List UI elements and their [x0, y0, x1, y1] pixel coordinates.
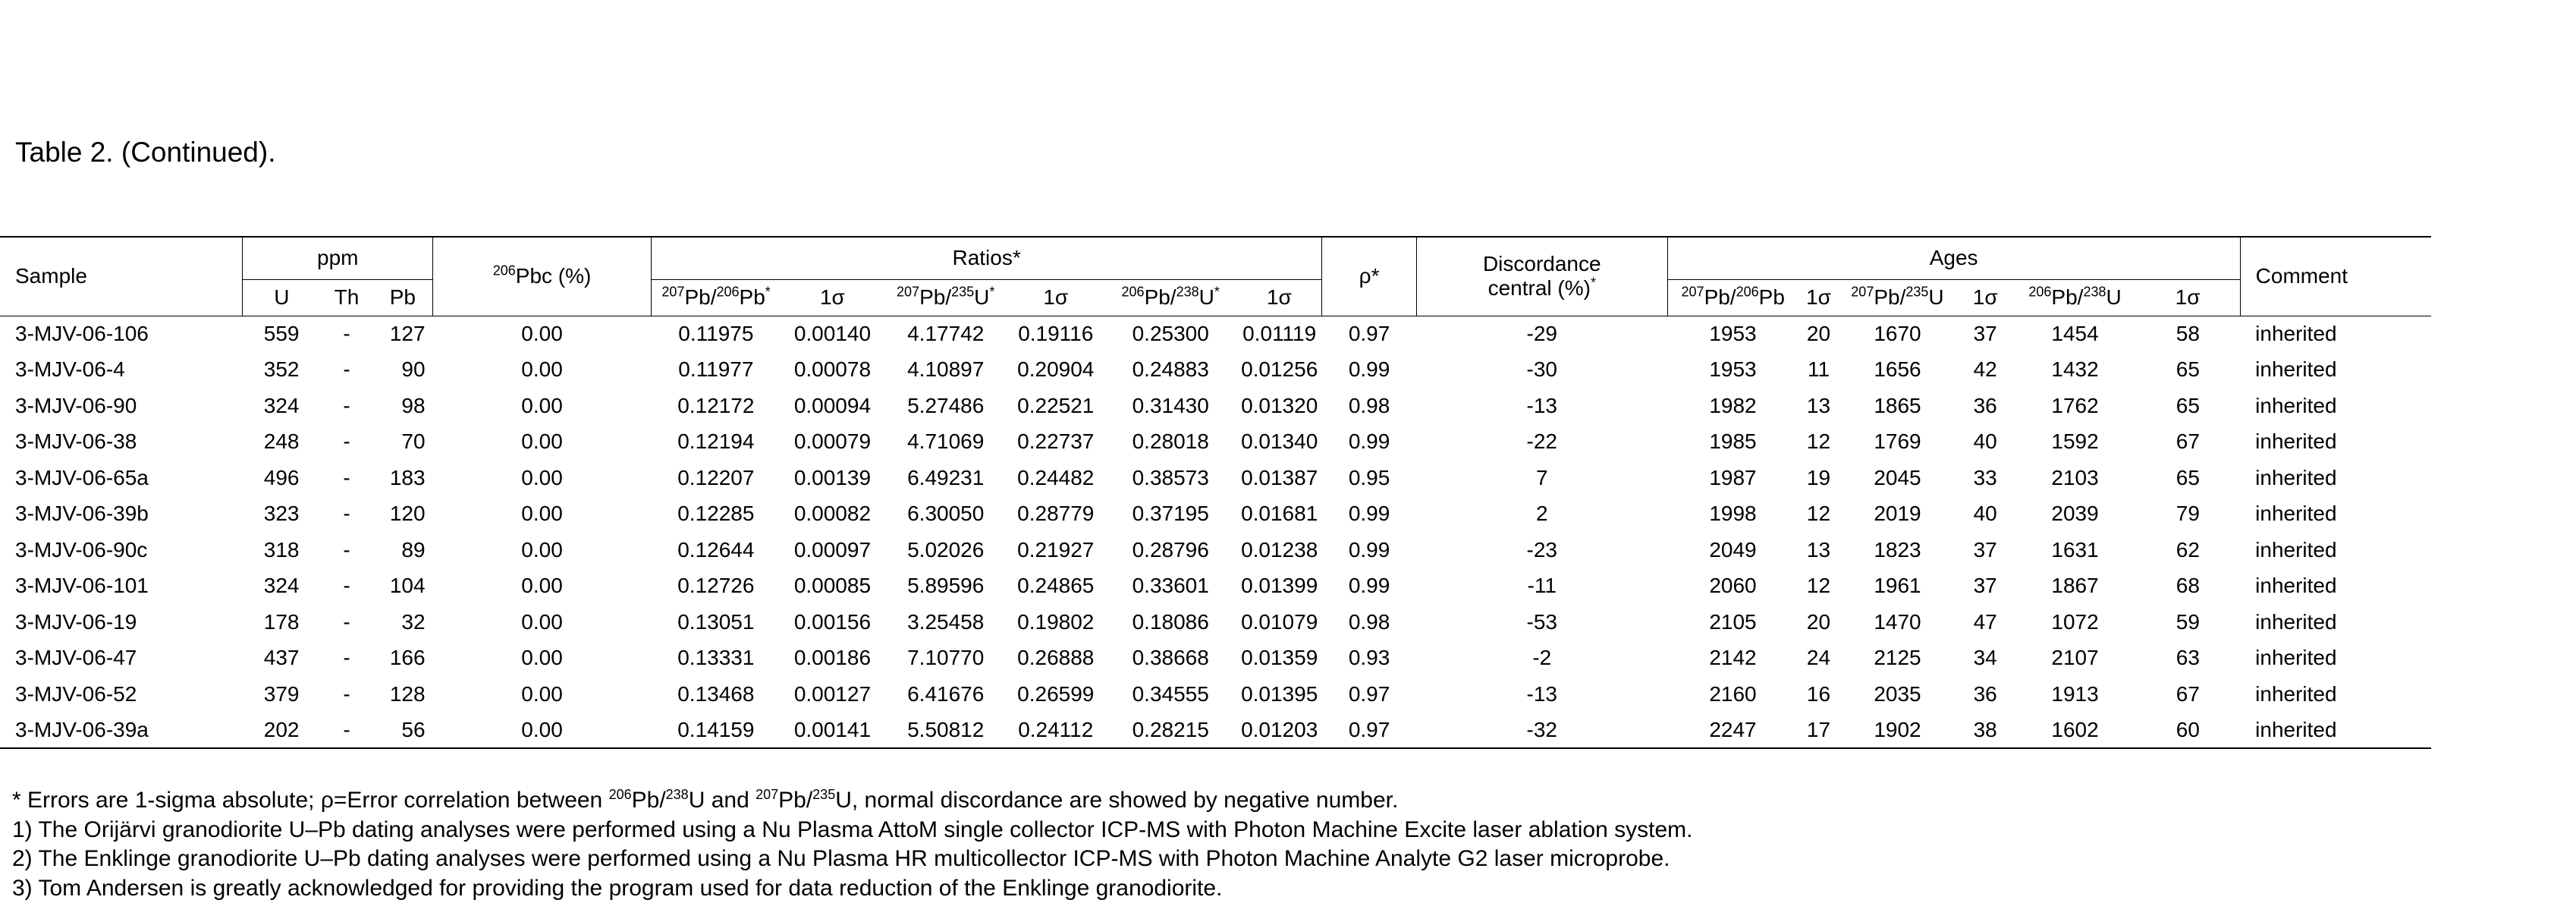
- cell-ratio3-sigma: 0.01681: [1237, 496, 1322, 533]
- cell-age-206-238: 1631: [2015, 532, 2136, 568]
- table-body: [0, 316, 2431, 748]
- cell-pbc: 0.00: [433, 713, 652, 749]
- cell-discordance: -11: [1416, 568, 1667, 605]
- cell-age3-sigma: 68: [2136, 568, 2241, 605]
- cell-sample: 3-MJV-06-52: [0, 676, 243, 713]
- col-rho: ρ*: [1322, 237, 1417, 316]
- cell-th: -: [320, 532, 372, 568]
- cell-u: 496: [243, 460, 320, 496]
- cell-ratio3-sigma: 0.01359: [1237, 640, 1322, 677]
- cell-age-207-235: 1865: [1839, 388, 1956, 424]
- cell-age-207-235: 1823: [1839, 532, 1956, 568]
- cell-sample: 3-MJV-06-38: [0, 424, 243, 461]
- cell-age3-sigma: 65: [2136, 460, 2241, 496]
- cell-th: -: [320, 604, 372, 640]
- col-ratio-207-206: $^{207}$Pb/$^{206}$Pb*: [652, 279, 781, 316]
- cell-discordance: -22: [1416, 424, 1667, 461]
- cell-age-206-238: 1762: [2015, 388, 2136, 424]
- cell-ratio-207-235: 5.89596: [884, 568, 1007, 605]
- cell-ratio-206-238: 0.33601: [1104, 568, 1237, 605]
- cell-pb: 127: [373, 316, 433, 352]
- cell-discordance: -32: [1416, 713, 1667, 749]
- cell-discordance: -2: [1416, 640, 1667, 677]
- table-row: [0, 713, 2431, 749]
- cell-u: 324: [243, 388, 320, 424]
- footnote-1: 1) The Orijärvi granodiorite U–Pb dating analyses were performed using a Nu Plasma AttoM single collector ICP-MS with Photon Machine Excite laser ablation system.: [12, 816, 1692, 845]
- cell-sample: 3-MJV-06-47: [0, 640, 243, 677]
- cell-ratio-207-206: 0.13051: [652, 604, 781, 640]
- col-ratio3-sigma: 1σ: [1237, 279, 1322, 316]
- table-caption: Table 2. (Continued).: [15, 137, 275, 168]
- cell-ratio-207-206: 0.12194: [652, 424, 781, 461]
- cell-pbc: 0.00: [433, 676, 652, 713]
- cell-comment: inherited: [2240, 604, 2431, 640]
- col-ratio-207-235: $^{207}$Pb/$^{235}$U*: [884, 279, 1007, 316]
- cell-age1-sigma: 16: [1798, 676, 1839, 713]
- cell-ratio3-sigma: 0.01320: [1237, 388, 1322, 424]
- cell-ratio-206-238: 0.38668: [1104, 640, 1237, 677]
- cell-ratio-207-206: 0.14159: [652, 713, 781, 749]
- cell-age-207-206: 1998: [1667, 496, 1798, 533]
- cell-comment: inherited: [2240, 424, 2431, 461]
- cell-pbc: 0.00: [433, 496, 652, 533]
- footnote-3: 3) Tom Andersen is greatly acknowledged for providing the program used for data reduction of the Enklinge granodiorite.: [12, 874, 1692, 903]
- cell-age1-sigma: 13: [1798, 388, 1839, 424]
- header-row-1: [0, 237, 2431, 279]
- col-age1-sigma: 1σ: [1798, 279, 1839, 316]
- cell-pbc: 0.00: [433, 604, 652, 640]
- cell-age3-sigma: 65: [2136, 388, 2241, 424]
- cell-age-206-238: 1454: [2015, 316, 2136, 352]
- cell-discordance: -30: [1416, 352, 1667, 389]
- cell-discordance: -13: [1416, 676, 1667, 713]
- cell-age-207-206: 2049: [1667, 532, 1798, 568]
- cell-ratio-207-206: 0.12644: [652, 532, 781, 568]
- col-pb: Pb: [373, 279, 433, 316]
- cell-ratio3-sigma: 0.01256: [1237, 352, 1322, 389]
- col-th: Th: [320, 279, 372, 316]
- cell-th: -: [320, 388, 372, 424]
- cell-ratio1-sigma: 0.00079: [781, 424, 884, 461]
- cell-age-207-206: 2060: [1667, 568, 1798, 605]
- cell-pb: 128: [373, 676, 433, 713]
- cell-u: 324: [243, 568, 320, 605]
- cell-age-206-238: 2107: [2015, 640, 2136, 677]
- cell-pb: 166: [373, 640, 433, 677]
- cell-th: -: [320, 352, 372, 389]
- cell-ratio-207-235: 4.71069: [884, 424, 1007, 461]
- cell-ratio2-sigma: 0.22521: [1007, 388, 1104, 424]
- cell-ratio-207-235: 5.27486: [884, 388, 1007, 424]
- cell-pb: 32: [373, 604, 433, 640]
- cell-ratio3-sigma: 0.01399: [1237, 568, 1322, 605]
- table-row: [0, 640, 2431, 677]
- cell-ratio-206-238: 0.25300: [1104, 316, 1237, 352]
- cell-th: -: [320, 424, 372, 461]
- cell-rho: 0.95: [1322, 460, 1417, 496]
- col-ratio-206-238: $^{206}$Pb/$^{238}$U*: [1104, 279, 1237, 316]
- cell-ratio-207-235: 4.10897: [884, 352, 1007, 389]
- cell-age-206-238: 1072: [2015, 604, 2136, 640]
- cell-age2-sigma: 42: [1956, 352, 2015, 389]
- cell-pbc: 0.00: [433, 460, 652, 496]
- cell-discordance: -29: [1416, 316, 1667, 352]
- cell-age-207-206: 1953: [1667, 316, 1798, 352]
- cell-ratio1-sigma: 0.00141: [781, 713, 884, 749]
- cell-ratio-206-238: 0.34555: [1104, 676, 1237, 713]
- table-row: [0, 676, 2431, 713]
- cell-age1-sigma: 12: [1798, 496, 1839, 533]
- cell-age-206-238: 1602: [2015, 713, 2136, 749]
- cell-ratio-207-206: 0.13331: [652, 640, 781, 677]
- cell-ratio2-sigma: 0.20904: [1007, 352, 1104, 389]
- col-age3-sigma: 1σ: [2136, 279, 2241, 316]
- footnote-errors: * Errors are 1-sigma absolute; ρ=Error correlation between $^{206}$Pb/$^{238}$U and $^{207}$Pb/$^{235}$U, normal discordance are showed by negative number.: [12, 786, 1692, 816]
- cell-age1-sigma: 20: [1798, 316, 1839, 352]
- cell-ratio-206-238: 0.18086: [1104, 604, 1237, 640]
- cell-ratio-207-206: 0.12285: [652, 496, 781, 533]
- cell-sample: 3-MJV-06-106: [0, 316, 243, 352]
- cell-pbc: 0.00: [433, 316, 652, 352]
- cell-age-206-238: 1432: [2015, 352, 2136, 389]
- table-row: [0, 604, 2431, 640]
- cell-ratio3-sigma: 0.01395: [1237, 676, 1322, 713]
- cell-ratio1-sigma: 0.00085: [781, 568, 884, 605]
- cell-ratio-207-206: 0.12172: [652, 388, 781, 424]
- cell-age2-sigma: 47: [1956, 604, 2015, 640]
- col-group-ppm: ppm: [243, 237, 433, 279]
- col-group-ages: Ages: [1667, 237, 2240, 279]
- cell-ratio2-sigma: 0.24482: [1007, 460, 1104, 496]
- cell-age2-sigma: 36: [1956, 676, 2015, 713]
- cell-discordance: -23: [1416, 532, 1667, 568]
- col-sample: Sample: [0, 237, 243, 316]
- cell-age-207-235: 2019: [1839, 496, 1956, 533]
- cell-age-207-235: 1961: [1839, 568, 1956, 605]
- cell-age2-sigma: 37: [1956, 568, 2015, 605]
- cell-rho: 0.98: [1322, 388, 1417, 424]
- cell-age3-sigma: 62: [2136, 532, 2241, 568]
- cell-pbc: 0.00: [433, 352, 652, 389]
- cell-th: -: [320, 568, 372, 605]
- cell-age-206-238: 2039: [2015, 496, 2136, 533]
- cell-rho: 0.99: [1322, 352, 1417, 389]
- cell-rho: 0.99: [1322, 496, 1417, 533]
- cell-ratio1-sigma: 0.00078: [781, 352, 884, 389]
- col-u: U: [243, 279, 320, 316]
- table-row: [0, 352, 2431, 389]
- cell-u: 437: [243, 640, 320, 677]
- cell-ratio3-sigma: 0.01079: [1237, 604, 1322, 640]
- table-row: [0, 496, 2431, 533]
- cell-discordance: -13: [1416, 388, 1667, 424]
- col-age-207-235: $^{207}$Pb/$^{235}$U: [1839, 279, 1956, 316]
- cell-sample: 3-MJV-06-90c: [0, 532, 243, 568]
- cell-ratio-207-235: 5.50812: [884, 713, 1007, 749]
- cell-th: -: [320, 316, 372, 352]
- cell-age3-sigma: 67: [2136, 424, 2241, 461]
- cell-age-207-206: 1953: [1667, 352, 1798, 389]
- cell-age-207-235: 1902: [1839, 713, 1956, 749]
- cell-ratio-206-238: 0.38573: [1104, 460, 1237, 496]
- col-age2-sigma: 1σ: [1956, 279, 2015, 316]
- cell-pb: 183: [373, 460, 433, 496]
- col-ratio1-sigma: 1σ: [781, 279, 884, 316]
- cell-ratio2-sigma: 0.24112: [1007, 713, 1104, 749]
- cell-ratio-207-235: 6.41676: [884, 676, 1007, 713]
- col-age-207-206: $^{207}$Pb/$^{206}$Pb: [1667, 279, 1798, 316]
- cell-sample: 3-MJV-06-65a: [0, 460, 243, 496]
- cell-ratio1-sigma: 0.00127: [781, 676, 884, 713]
- cell-rho: 0.93: [1322, 640, 1417, 677]
- cell-comment: inherited: [2240, 352, 2431, 389]
- cell-comment: inherited: [2240, 496, 2431, 533]
- cell-rho: 0.97: [1322, 713, 1417, 749]
- cell-age2-sigma: 38: [1956, 713, 2015, 749]
- cell-ratio2-sigma: 0.26599: [1007, 676, 1104, 713]
- cell-pb: 89: [373, 532, 433, 568]
- cell-age-207-235: 1656: [1839, 352, 1956, 389]
- cell-ratio-207-235: 4.17742: [884, 316, 1007, 352]
- footnote-2: 2) The Enklinge granodiorite U–Pb dating analyses were performed using a Nu Plasma HR multicollector ICP-MS with Photon Machine Analyte G2 laser microprobe.: [12, 845, 1692, 874]
- cell-ratio2-sigma: 0.19802: [1007, 604, 1104, 640]
- cell-sample: 3-MJV-06-39a: [0, 713, 243, 749]
- cell-rho: 0.99: [1322, 424, 1417, 461]
- cell-age2-sigma: 37: [1956, 316, 2015, 352]
- cell-age1-sigma: 17: [1798, 713, 1839, 749]
- cell-age-207-206: 1982: [1667, 388, 1798, 424]
- cell-comment: inherited: [2240, 388, 2431, 424]
- table-row: [0, 316, 2431, 352]
- col-ratio2-sigma: 1σ: [1007, 279, 1104, 316]
- cell-pb: 98: [373, 388, 433, 424]
- cell-age3-sigma: 65: [2136, 352, 2241, 389]
- cell-rho: 0.97: [1322, 676, 1417, 713]
- col-pbc: $^{206}$Pbc (%): [433, 237, 652, 316]
- cell-ratio1-sigma: 0.00156: [781, 604, 884, 640]
- cell-ratio3-sigma: 0.01238: [1237, 532, 1322, 568]
- table-container: [0, 236, 2431, 749]
- cell-age1-sigma: 12: [1798, 424, 1839, 461]
- cell-pbc: 0.00: [433, 424, 652, 461]
- cell-sample: 3-MJV-06-19: [0, 604, 243, 640]
- cell-age-206-238: 1867: [2015, 568, 2136, 605]
- cell-u: 178: [243, 604, 320, 640]
- cell-rho: 0.97: [1322, 316, 1417, 352]
- cell-age3-sigma: 58: [2136, 316, 2241, 352]
- cell-ratio-207-235: 3.25458: [884, 604, 1007, 640]
- cell-age1-sigma: 12: [1798, 568, 1839, 605]
- cell-ratio-207-235: 7.10770: [884, 640, 1007, 677]
- cell-ratio2-sigma: 0.21927: [1007, 532, 1104, 568]
- cell-age2-sigma: 33: [1956, 460, 2015, 496]
- cell-age-206-238: 1592: [2015, 424, 2136, 461]
- cell-ratio-207-206: 0.12726: [652, 568, 781, 605]
- cell-sample: 3-MJV-06-101: [0, 568, 243, 605]
- table-row: [0, 388, 2431, 424]
- cell-u: 352: [243, 352, 320, 389]
- table-row: [0, 568, 2431, 605]
- footnotes: [12, 786, 1692, 903]
- cell-u: 318: [243, 532, 320, 568]
- cell-ratio-207-235: 5.02026: [884, 532, 1007, 568]
- cell-age-206-238: 1913: [2015, 676, 2136, 713]
- data-table: [0, 236, 2431, 749]
- cell-rho: 0.99: [1322, 532, 1417, 568]
- cell-age3-sigma: 79: [2136, 496, 2241, 533]
- cell-pb: 56: [373, 713, 433, 749]
- cell-age1-sigma: 24: [1798, 640, 1839, 677]
- cell-pbc: 0.00: [433, 532, 652, 568]
- cell-age-207-235: 2045: [1839, 460, 1956, 496]
- cell-age-207-235: 1670: [1839, 316, 1956, 352]
- cell-ratio3-sigma: 0.01119: [1237, 316, 1322, 352]
- cell-age-207-206: 2160: [1667, 676, 1798, 713]
- cell-age-207-235: 1769: [1839, 424, 1956, 461]
- cell-ratio2-sigma: 0.22737: [1007, 424, 1104, 461]
- cell-age1-sigma: 19: [1798, 460, 1839, 496]
- cell-comment: inherited: [2240, 316, 2431, 352]
- cell-pbc: 0.00: [433, 640, 652, 677]
- cell-ratio1-sigma: 0.00139: [781, 460, 884, 496]
- cell-ratio-207-206: 0.12207: [652, 460, 781, 496]
- cell-pb: 120: [373, 496, 433, 533]
- cell-age2-sigma: 40: [1956, 424, 2015, 461]
- cell-ratio1-sigma: 0.00097: [781, 532, 884, 568]
- cell-age1-sigma: 11: [1798, 352, 1839, 389]
- cell-age-207-235: 2125: [1839, 640, 1956, 677]
- cell-age-206-238: 2103: [2015, 460, 2136, 496]
- cell-pbc: 0.00: [433, 388, 652, 424]
- table-row: [0, 424, 2431, 461]
- cell-ratio2-sigma: 0.19116: [1007, 316, 1104, 352]
- cell-age1-sigma: 20: [1798, 604, 1839, 640]
- cell-ratio2-sigma: 0.24865: [1007, 568, 1104, 605]
- cell-comment: inherited: [2240, 713, 2431, 749]
- cell-pbc: 0.00: [433, 568, 652, 605]
- cell-age2-sigma: 36: [1956, 388, 2015, 424]
- cell-comment: inherited: [2240, 460, 2431, 496]
- cell-sample: 3-MJV-06-4: [0, 352, 243, 389]
- cell-ratio-206-238: 0.28796: [1104, 532, 1237, 568]
- cell-age3-sigma: 59: [2136, 604, 2241, 640]
- cell-u: 202: [243, 713, 320, 749]
- cell-ratio1-sigma: 0.00140: [781, 316, 884, 352]
- cell-comment: inherited: [2240, 676, 2431, 713]
- cell-ratio-207-206: 0.11975: [652, 316, 781, 352]
- cell-age3-sigma: 63: [2136, 640, 2241, 677]
- cell-age-207-206: 2142: [1667, 640, 1798, 677]
- cell-age-207-235: 1470: [1839, 604, 1956, 640]
- cell-ratio-207-206: 0.13468: [652, 676, 781, 713]
- cell-th: -: [320, 640, 372, 677]
- table-row: [0, 460, 2431, 496]
- cell-ratio3-sigma: 0.01340: [1237, 424, 1322, 461]
- cell-age1-sigma: 13: [1798, 532, 1839, 568]
- cell-rho: 0.99: [1322, 568, 1417, 605]
- cell-ratio2-sigma: 0.28779: [1007, 496, 1104, 533]
- cell-ratio-207-235: 6.49231: [884, 460, 1007, 496]
- col-age-206-238: $^{206}$Pb/$^{238}$U: [2015, 279, 2136, 316]
- cell-th: -: [320, 676, 372, 713]
- cell-rho: 0.98: [1322, 604, 1417, 640]
- cell-age-207-235: 2035: [1839, 676, 1956, 713]
- cell-age2-sigma: 40: [1956, 496, 2015, 533]
- col-discordance: Discordance central (%)*: [1416, 237, 1667, 316]
- cell-ratio1-sigma: 0.00082: [781, 496, 884, 533]
- cell-pb: 104: [373, 568, 433, 605]
- cell-comment: inherited: [2240, 640, 2431, 677]
- cell-u: 559: [243, 316, 320, 352]
- cell-comment: inherited: [2240, 568, 2431, 605]
- cell-age2-sigma: 37: [1956, 532, 2015, 568]
- cell-age-207-206: 1985: [1667, 424, 1798, 461]
- cell-u: 379: [243, 676, 320, 713]
- cell-ratio-206-238: 0.28215: [1104, 713, 1237, 749]
- cell-age3-sigma: 60: [2136, 713, 2241, 749]
- cell-age-207-206: 1987: [1667, 460, 1798, 496]
- cell-ratio2-sigma: 0.26888: [1007, 640, 1104, 677]
- cell-age-207-206: 2247: [1667, 713, 1798, 749]
- cell-ratio-207-235: 6.30050: [884, 496, 1007, 533]
- cell-ratio3-sigma: 0.01203: [1237, 713, 1322, 749]
- cell-age-207-206: 2105: [1667, 604, 1798, 640]
- cell-ratio-207-206: 0.11977: [652, 352, 781, 389]
- cell-ratio1-sigma: 0.00186: [781, 640, 884, 677]
- col-group-ratios: Ratios*: [652, 237, 1322, 279]
- cell-sample: 3-MJV-06-90: [0, 388, 243, 424]
- cell-u: 248: [243, 424, 320, 461]
- cell-ratio1-sigma: 0.00094: [781, 388, 884, 424]
- cell-discordance: -53: [1416, 604, 1667, 640]
- cell-discordance: 2: [1416, 496, 1667, 533]
- cell-ratio3-sigma: 0.01387: [1237, 460, 1322, 496]
- header-row-2: [0, 279, 2431, 316]
- table-row: [0, 532, 2431, 568]
- cell-ratio-206-238: 0.28018: [1104, 424, 1237, 461]
- cell-u: 323: [243, 496, 320, 533]
- cell-discordance: 7: [1416, 460, 1667, 496]
- cell-ratio-206-238: 0.24883: [1104, 352, 1237, 389]
- cell-th: -: [320, 713, 372, 749]
- cell-comment: inherited: [2240, 532, 2431, 568]
- cell-age2-sigma: 34: [1956, 640, 2015, 677]
- cell-th: -: [320, 496, 372, 533]
- cell-pb: 90: [373, 352, 433, 389]
- cell-th: -: [320, 460, 372, 496]
- cell-ratio-206-238: 0.31430: [1104, 388, 1237, 424]
- cell-ratio-206-238: 0.37195: [1104, 496, 1237, 533]
- cell-age3-sigma: 67: [2136, 676, 2241, 713]
- col-comment: Comment: [2240, 237, 2431, 316]
- cell-sample: 3-MJV-06-39b: [0, 496, 243, 533]
- cell-pb: 70: [373, 424, 433, 461]
